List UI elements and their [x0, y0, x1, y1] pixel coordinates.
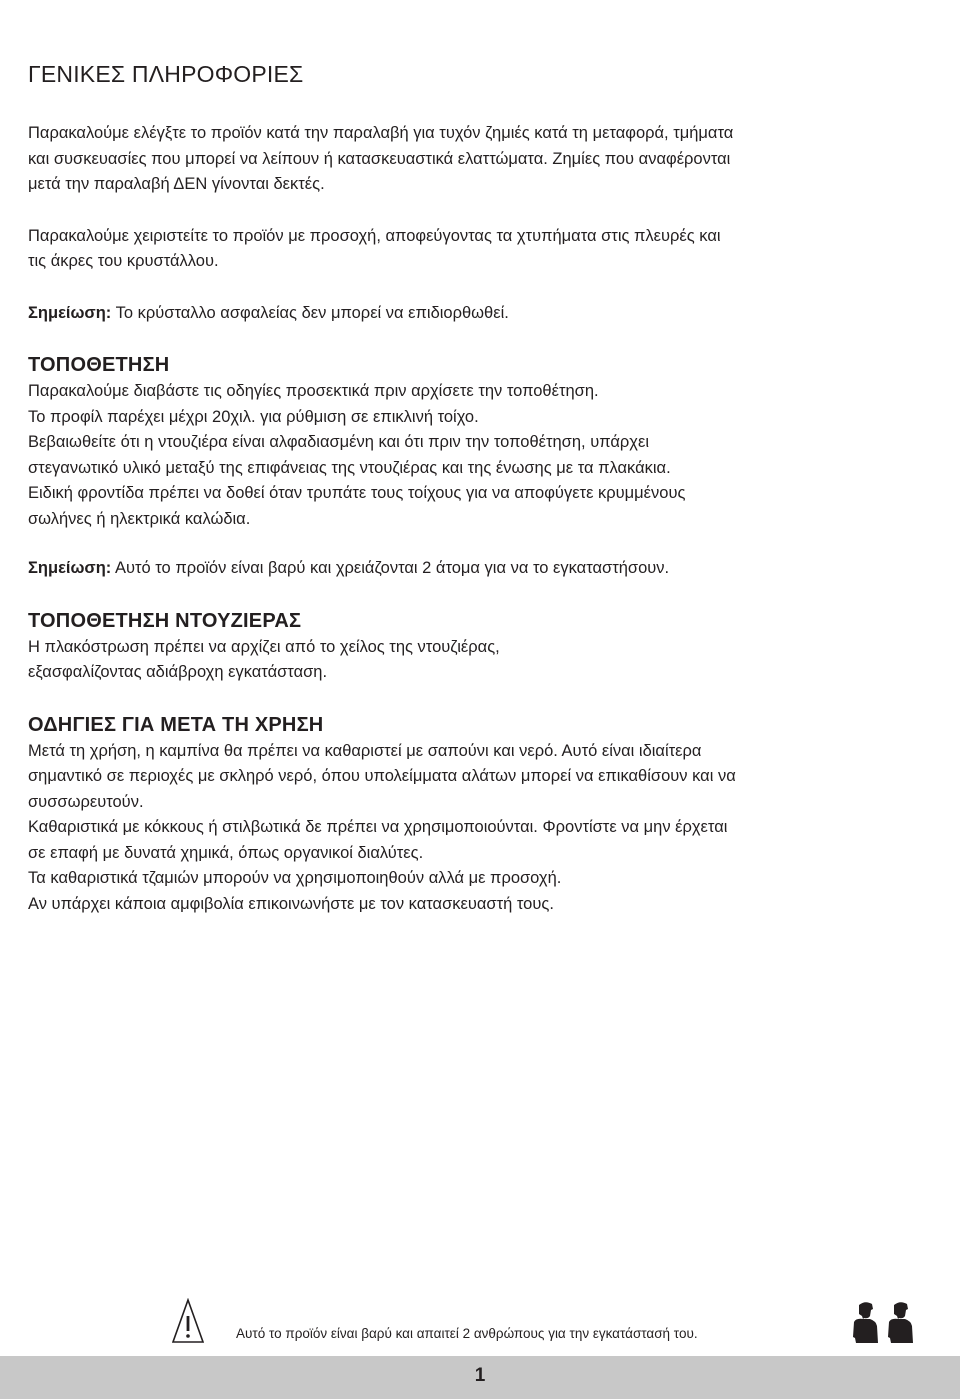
page-number: 1 [474, 1365, 486, 1386]
general-info-section [28, 121, 940, 326]
paragraph-line: εξασφαλίζοντας αδιάβροχη εγκατάσταση. [28, 663, 328, 681]
warning-triangle-icon [172, 1298, 204, 1344]
note-label: Σημείωση: [28, 303, 112, 322]
section-heading: ΤΟΠΟΘΕΤΗΣΗ ΝΤΟΥΖΙΕΡΑΣ [28, 609, 302, 632]
paragraph-line: σημαντικό σε περιοχές με σκληρό νερό, όπου υπολείμματα αλάτων μπορεί να επικαθίσουν και να [28, 767, 736, 785]
aftercare-section [28, 712, 940, 918]
paragraph-line: Βεβαιωθείτε ότι η ντουζιέρα είναι αλφαδιασμένη και ότι πριν την τοποθέτηση, υπάρχει [28, 433, 649, 451]
note-text: Αυτό το προϊόν είναι βαρύ και χρειάζονται 2 άτομα για να το εγκαταστήσουν. [111, 559, 670, 577]
paragraph-line: συσσωρευτούν. [28, 792, 144, 811]
paragraph-line: στεγανωτικό υλικό μεταξύ της επιφάνειας της ντουζιέρας και της ένωσης με τα πλακάκια. [28, 458, 671, 477]
page-title: ΓΕΝΙΚΕΣ ΠΛΗΡΟΦΟΡΙΕΣ [28, 61, 304, 87]
paragraph-line: μετά την παραλαβή ΔΕΝ γίνονται δεκτές. [28, 175, 325, 193]
content [28, 57, 940, 917]
paragraph-line: Ειδική φροντίδα πρέπει να δοθεί όταν τρυπάτε τους τοίχους για να αποφύγετε κρυμμένους [28, 484, 686, 502]
installation-section [28, 352, 940, 582]
paragraph-line: Καθαριστικά με κόκκους ή στιλβωτικά δε πρέπει να χρησιμοποιούνται. Φροντίστε να μην έρχεται [28, 818, 728, 836]
footer-warning [0, 1298, 960, 1350]
paragraph-line: σωλήνες ή ηλεκτρικά καλώδια. [28, 509, 251, 528]
paragraph-line: τις άκρες του κρυστάλλου. [28, 252, 219, 270]
footer-bar [0, 1356, 960, 1399]
paragraph-line: Αν υπάρχει κάποια αμφιβολία επικοινωνήστε με τον κατασκευαστή τους. [28, 894, 554, 913]
section-heading: ΟΔΗΓΙΕΣ ΓΙΑ ΜΕΤΑ ΤΗ ΧΡΗΣΗ [28, 713, 324, 736]
paragraph-line: Το προφίλ παρέχει μέχρι 20χιλ. για ρύθμιση σε επικλινή τοίχο. [28, 407, 479, 426]
tray-installation-section [28, 608, 940, 686]
note-paragraph [28, 556, 940, 582]
note-paragraph [28, 301, 940, 327]
paragraph-line: Μετά τη χρήση, η καμπίνα θα πρέπει να καθαριστεί με σαπούνι και νερό. Αυτό είναι ιδιαίτερα [28, 741, 702, 760]
paragraph-line: σε επαφή με δυνατά χημικά, όπως οργανικοί διαλύτες. [28, 843, 424, 862]
person-icon [850, 1300, 880, 1344]
paragraph-line: Η πλακόστρωση πρέπει να αρχίζει από το χείλος της ντουζιέρας, [28, 637, 500, 656]
paragraph-line: Τα καθαριστικά τζαμιών μπορούν να χρησιμοποιηθούν αλλά με προσοχή. [28, 869, 562, 887]
note-text: Το κρύσταλλο ασφαλείας δεν μπορεί να επιδιορθωθεί. [111, 303, 509, 322]
person-icon [886, 1300, 916, 1344]
paragraph-line: Παρακαλούμε χειριστείτε το προϊόν με προσοχή, αποφεύγοντας τα χτυπήματα στις πλευρές και [28, 226, 721, 245]
paragraph-line: και συσκευασίες που μπορεί να λείπουν ή κατασκευαστικά ελαττώματα. Ζημίες που αναφέρονται [28, 149, 731, 168]
warning-text: Αυτό το προϊόν είναι βαρύ και απαιτεί 2 ανθρώπους για την εγκατάστασή του. [236, 1326, 698, 1341]
note-label: Σημείωση: [28, 559, 112, 577]
section-heading: ΤΟΠΟΘΕΤΗΣΗ [28, 354, 170, 376]
paragraph-line: Παρακαλούμε ελέγξτε το προϊόν κατά την παραλαβή για τυχόν ζημιές κατά τη μεταφορά, τμήματα [28, 124, 734, 142]
paragraph-line: Παρακαλούμε διαβάστε τις οδηγίες προσεκτικά πριν αρχίσετε την τοποθέτηση. [28, 382, 599, 400]
